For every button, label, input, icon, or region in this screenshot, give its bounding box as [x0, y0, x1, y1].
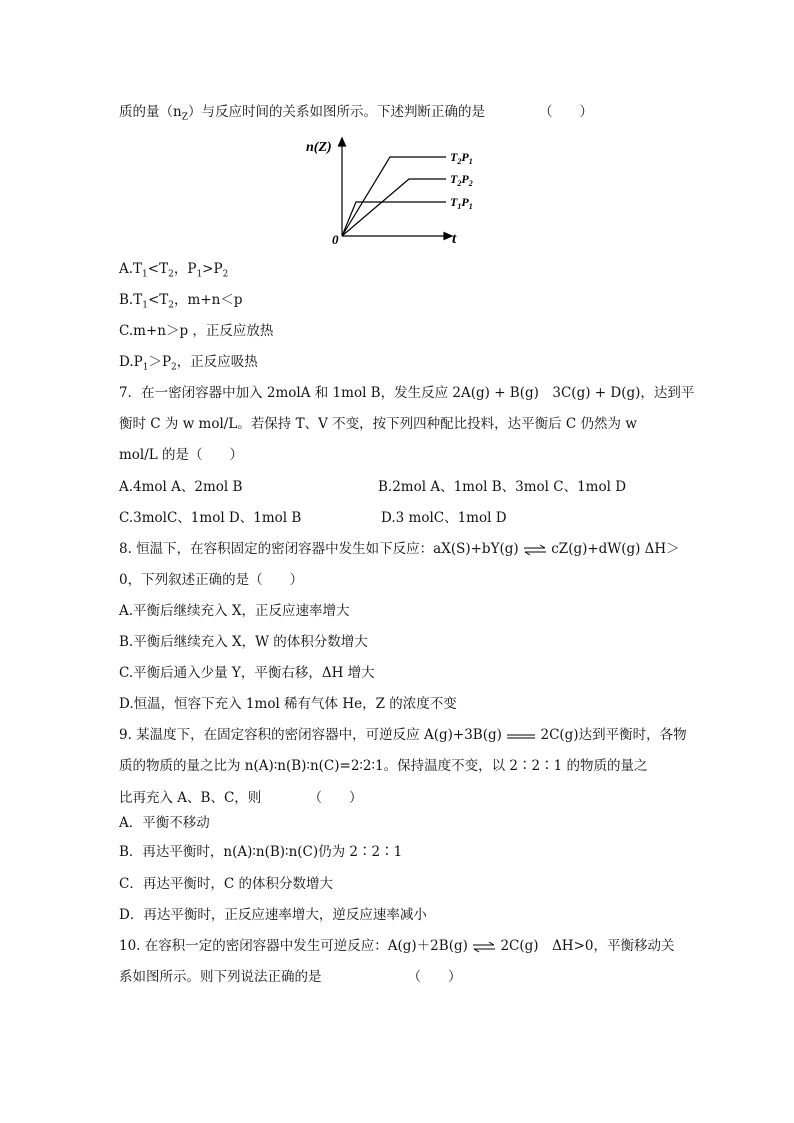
nz-time-graph — [300, 134, 500, 252]
q6-option-a: $A.T_1<T_2$，$P_1>P_2$ — [119, 261, 229, 280]
q7-option-d: D.3 molC、1mol D — [381, 510, 507, 526]
question-6-stem: 质的量$(n_Z)$与反应时间的关系如图所示。下述判断正确的是 （ ） — [119, 104, 593, 123]
curve-label-t2p1 — [450, 150, 473, 166]
q8-option-a: A.平衡后继续充入 X，正反应速率增大 — [119, 603, 350, 619]
q6-option-c: C.m+n＞p ，正反应放热 — [119, 323, 274, 339]
curve-t2p2 — [342, 179, 446, 236]
svg-text:T1P1: $T_1P_1$ — [450, 195, 473, 211]
q9-option-b: B．再达平衡时，n(A)∶n(B)∶n(C)仍为 2∶2∶1 — [119, 844, 403, 860]
q10-line-1: 10. 在容积一定的密闭容器中发生可逆反应：A(g)＋2B(g) 2C(g) ΔH>0，平衡移动关 — [119, 938, 675, 954]
q7-line-2: 衡时 C 为 w mol/L。若保持 T、V 不变，按下列四种配比投料，达平衡后 C 仍然为 w — [119, 416, 637, 432]
y-axis-label: n(Z) — [306, 140, 332, 155]
q7-line-1: 7．在一密闭容器中加入 2molA 和 1mol B，发生反应 2A(g) + B(g) 3C(g) + D(g)，达到平 — [119, 385, 695, 401]
q8-line-1: 8. 恒温下，在容积固定的密闭容器中发生如下反应：aX(S)+bY(g) cZ(g)+dW(g) ΔH＞ — [119, 541, 680, 557]
curve-t1p1 — [342, 202, 446, 236]
q9-option-d: D．再达平衡时，正反应速率增大，逆反应速率减小 — [119, 907, 427, 923]
x-axis-label: t — [452, 231, 457, 247]
q9-option-c: C．再达平衡时，C 的体积分数增大 — [119, 876, 333, 892]
svg-text:T2P2: $T_2P_2$ — [450, 172, 473, 188]
svg-text:T2P1: $T_2P_1$ — [450, 150, 473, 166]
x-arrow — [444, 233, 452, 240]
q6-option-b: $B.T_1<T_2$，m+n＜p — [119, 292, 243, 311]
q6-option-d: $D.P_1>P_2$，正反应吸热 — [119, 354, 258, 373]
q10-line-2: 系如图所示。则下列说法正确的是 （ ） — [119, 969, 462, 985]
q9-line-2: 质的物质的量之比为 n(A)∶n(B)∶n(C)=2∶2∶1。保持温度不变，以 2∶2∶1 的物质的量之 — [119, 758, 648, 774]
q7-line-3: mol/L 的是（ ） — [119, 447, 244, 463]
y-arrow — [339, 138, 346, 146]
curve-label-t1p1 — [450, 195, 473, 211]
curve-label-t2p2 — [450, 172, 473, 188]
q7-option-c: C.3molC、1mol D、1mol B — [119, 510, 302, 526]
q7-option-b: B.2mol A、1mol B、3mol C、1mol D — [378, 479, 627, 495]
reversible-arrow-icon — [523, 544, 547, 556]
q8-line-2: 0，下列叙述正确的是（ ） — [119, 572, 304, 588]
reversible-arrow-icon — [472, 941, 496, 953]
q7-option-a: A.4mol A、2mol B — [119, 479, 243, 495]
q8-option-d: D.恒温，恒容下充入 1mol 稀有气体 He，Z 的浓度不变 — [119, 696, 457, 712]
origin-label: 0 — [332, 232, 339, 247]
q9-option-a: A．平衡不移动 — [119, 815, 210, 831]
q9-line-1: 9. 某温度下，在固定容积的密闭容器中，可逆反应 A(g)+3B(g) 2C(g)达到平衡时，各物 — [119, 727, 687, 743]
q8-option-b: B.平衡后继续充入 X，W 的体积分数增大 — [119, 634, 368, 650]
curve-t2p1 — [342, 157, 446, 236]
q8-option-c: C.平衡后通入少量 Y，平衡右移，ΔH 增大 — [119, 665, 375, 681]
equilibrium-arrow-icon — [506, 730, 536, 742]
q9-line-3: 比再充入 A、B、C，则 （ ） — [119, 790, 363, 806]
